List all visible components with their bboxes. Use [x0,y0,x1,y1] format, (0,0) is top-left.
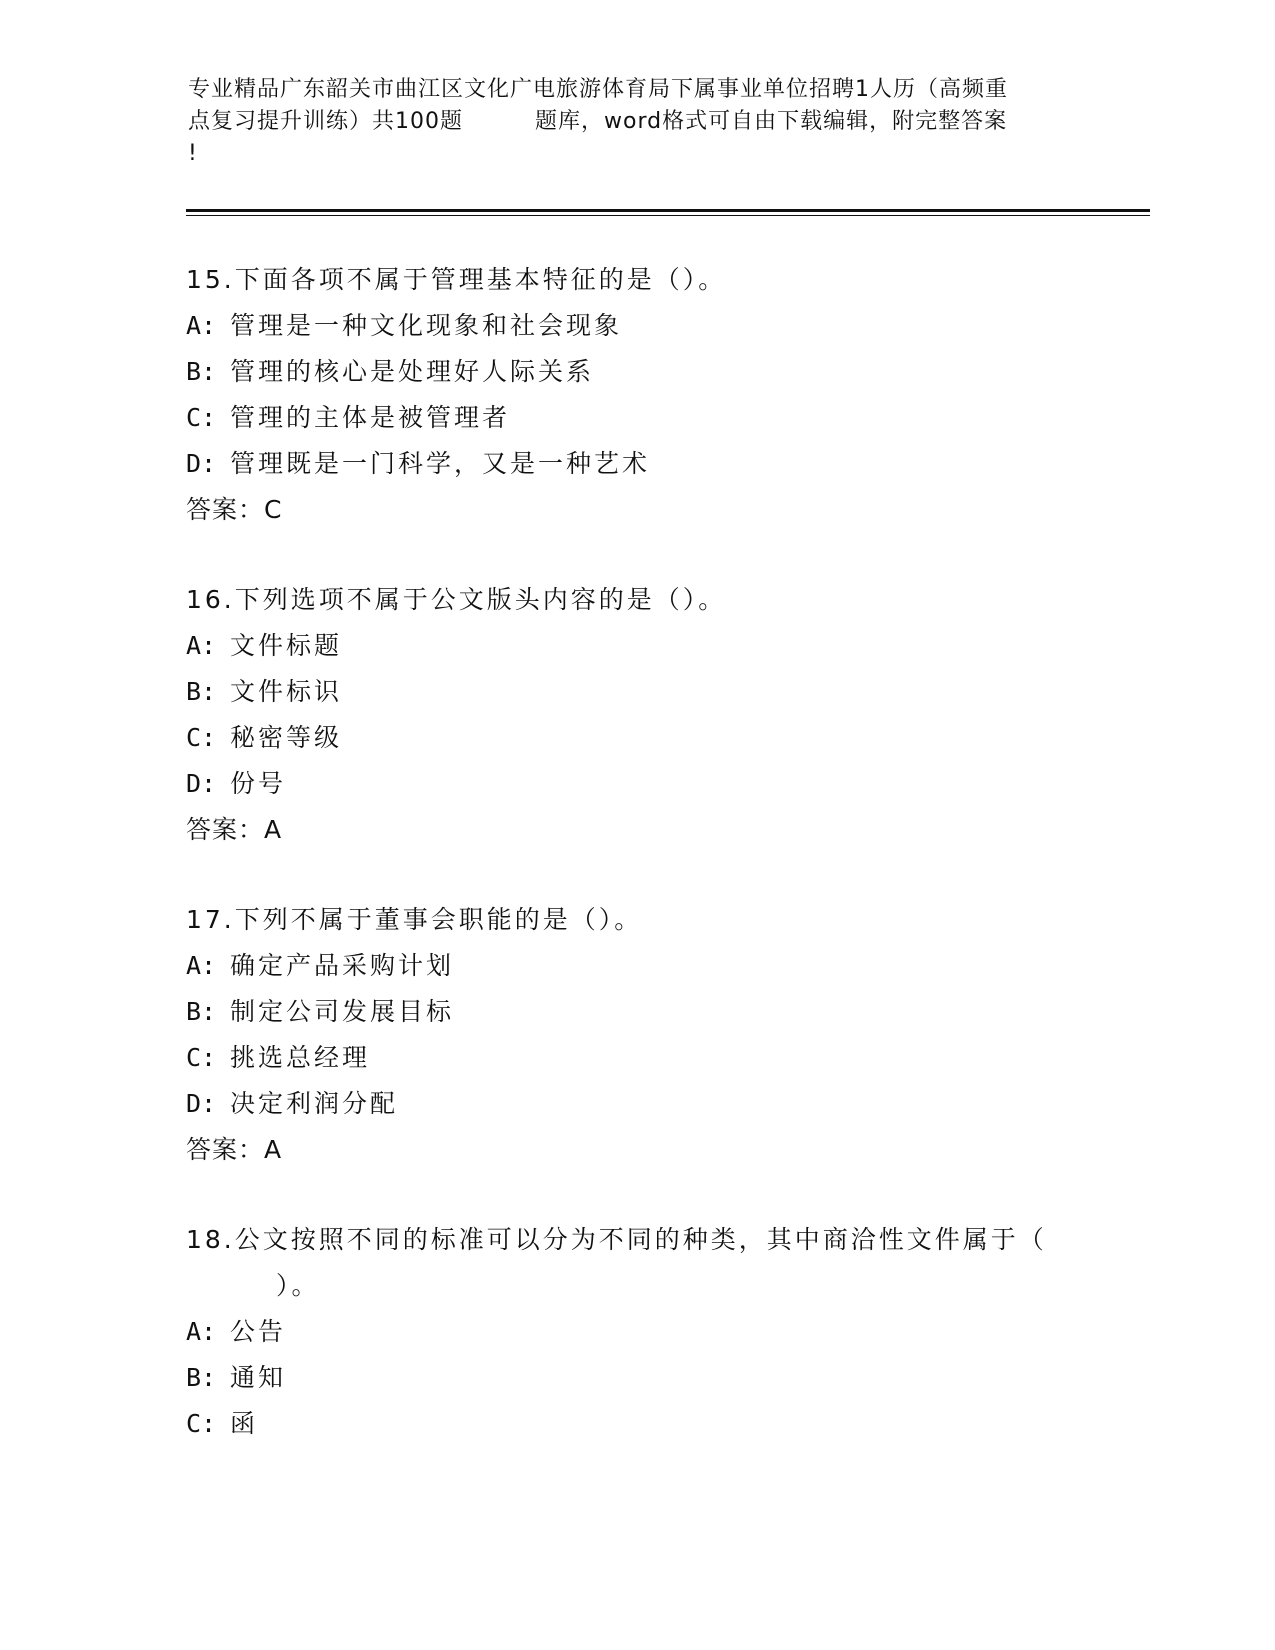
option-letter: B: [186,997,217,1026]
option-letter: D: [186,449,217,478]
option-text: 管理的主体是被管理者 [230,403,511,432]
option-text: 公告 [230,1317,287,1346]
option-text: 管理是一种文化现象和社会现象 [230,311,623,340]
option-d [186,761,1086,807]
option-c [186,715,1086,761]
option-letter: B: [186,677,217,706]
question-stem-continuation: ）。 [276,1271,320,1300]
option-letter: C: [186,1043,217,1072]
option-text: 文件标题 [230,631,343,660]
option-text: 管理既是一门科学，又是一种艺术 [230,449,651,478]
option-text: 文件标识 [230,677,343,706]
option-text: 决定利润分配 [230,1089,399,1118]
option-c [186,1401,1086,1447]
option-c [186,395,1086,441]
option-a [186,303,1086,349]
option-letter: C: [186,403,217,432]
header-line-1: 专业精品广东韶关市曲江区文化广电旅游体育局下属事业单位招聘1人历（高频重 [188,77,1008,102]
option-c [186,1035,1086,1081]
question-16 [186,577,1086,853]
header-line-3: ! [188,141,198,166]
header-line-2-end: 题库，word格式可自由下载编辑，附完整答案 [535,109,1008,134]
question-stem: 17.下列不属于董事会职能的是（）。 [186,905,643,934]
question-stem: 15.下面各项不属于管理基本特征的是（）。 [186,265,727,294]
option-text: 函 [230,1409,259,1438]
header-rule-thick [186,209,1150,212]
option-letter: D: [186,1089,217,1118]
option-text: 制定公司发展目标 [230,997,455,1026]
option-text: 秘密等级 [230,723,343,752]
question-stem: 18.公文按照不同的标准可以分为不同的种类，其中商洽性文件属于（ [186,1225,1047,1254]
question-17 [186,897,1086,1173]
option-letter: A: [186,951,217,980]
header-line-2 [188,106,1088,138]
option-b [186,1355,1086,1401]
option-b [186,349,1086,395]
answer: 答案：C [186,495,283,524]
header-rule-thin [186,215,1150,216]
option-letter: D: [186,769,217,798]
question-18 [186,1217,1086,1447]
option-a [186,623,1086,669]
option-text: 挑选总经理 [230,1043,371,1072]
document-header [188,74,1088,170]
option-letter: A: [186,631,217,660]
option-d [186,1081,1086,1127]
option-letter: A: [186,311,217,340]
option-b [186,989,1086,1035]
option-letter: C: [186,723,217,752]
option-letter: A: [186,1317,217,1346]
question-15 [186,257,1086,533]
option-text: 份号 [230,769,287,798]
option-letter: B: [186,1363,217,1392]
question-stem: 16.下列选项不属于公文版头内容的是（）。 [186,585,727,614]
header-line-2-start: 点复习提升训练）共100题 [188,109,463,134]
option-a [186,943,1086,989]
option-text: 管理的核心是处理好人际关系 [230,357,595,386]
answer: 答案：A [186,815,283,844]
option-letter: C: [186,1409,217,1438]
option-text: 确定产品采购计划 [230,951,455,980]
option-letter: B: [186,357,217,386]
answer: 答案：A [186,1135,283,1164]
option-text: 通知 [230,1363,287,1392]
option-a [186,1309,1086,1355]
option-b [186,669,1086,715]
option-d [186,441,1086,487]
